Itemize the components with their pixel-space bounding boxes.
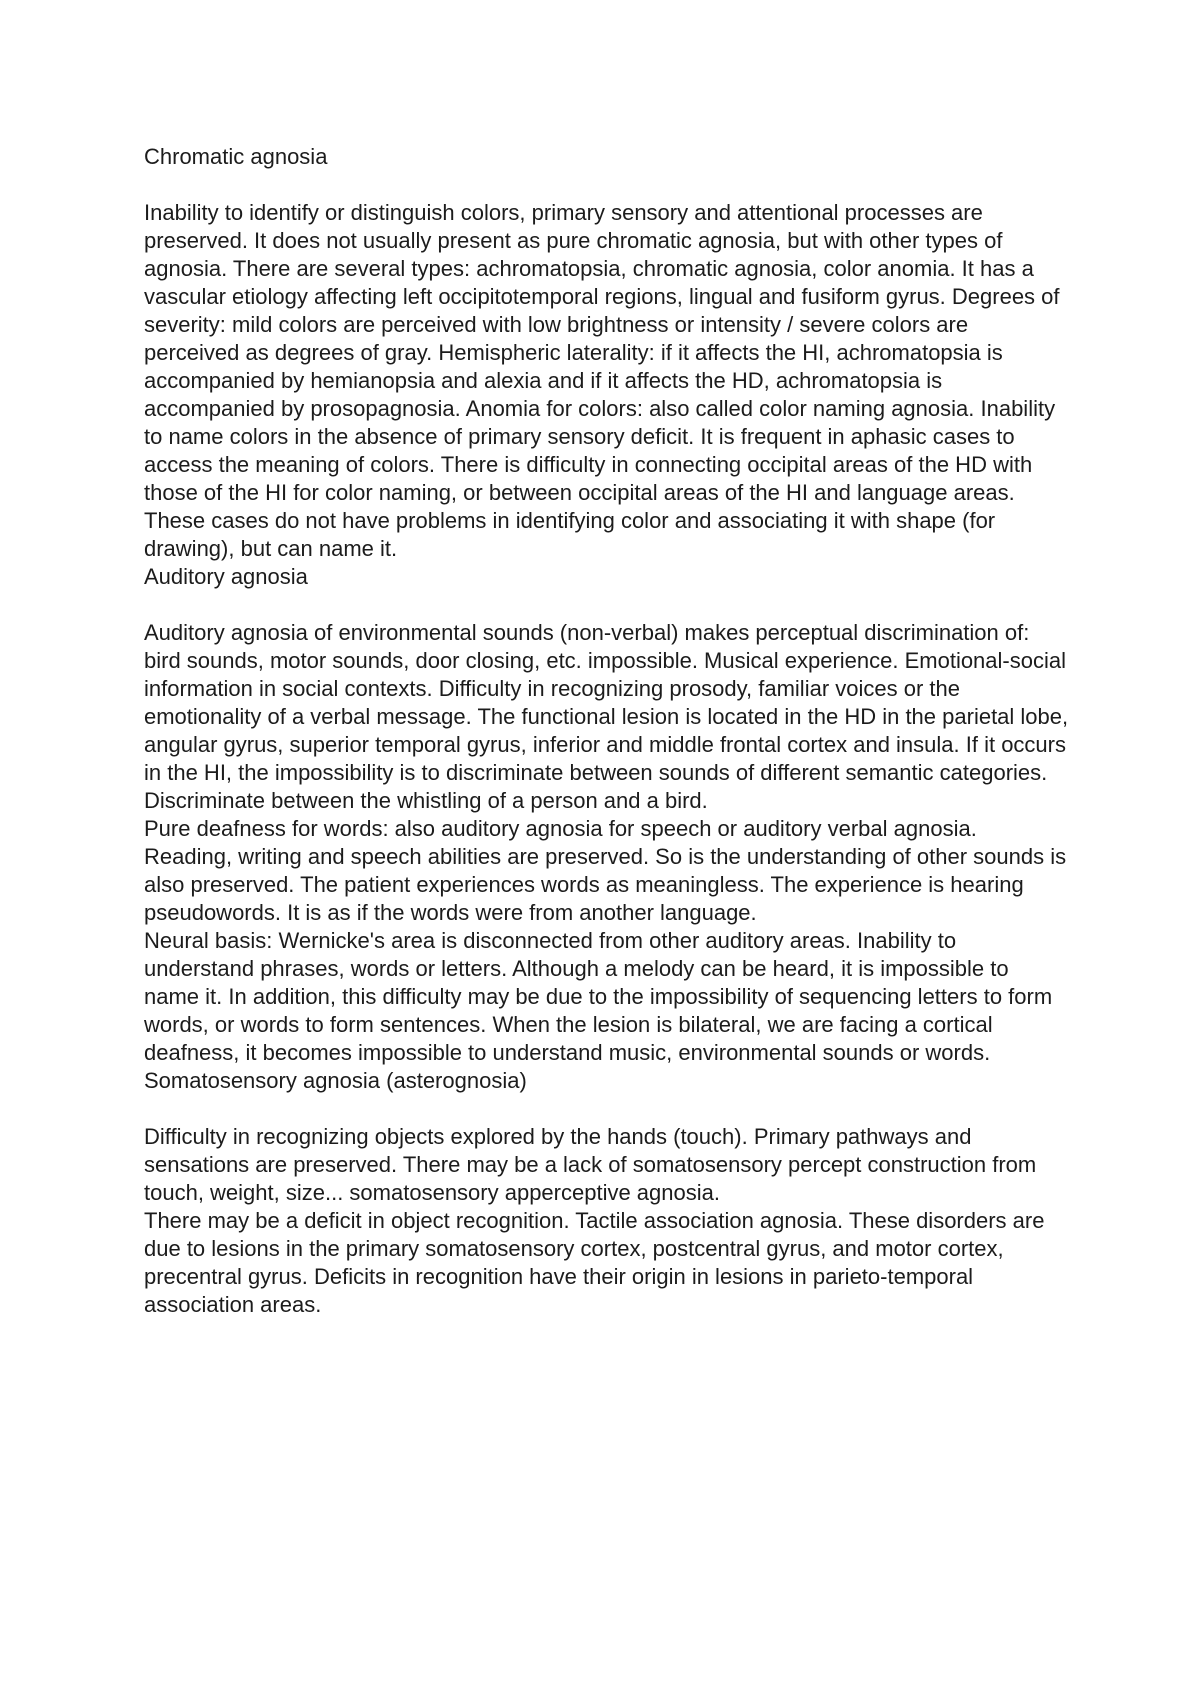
paragraph-pure-deafness: Pure deafness for words: also auditory agnosia for speech or auditory verbal agnosia. Reading, writing and speech abilities are preserved. So is the understanding of other sounds is also preserved. The patient experiences words as meaningless. The experience is hearing pseudowords. It is as if the words were from another language.: [144, 816, 1067, 925]
paragraph-environmental-sounds: Auditory agnosia of environmental sounds (non-verbal) makes perceptual discrimination of: bird sounds, motor sounds, door closing, etc. impossible. Musical experience. Emotional-social information in social contexts. Difficulty in recognizing prosody, familiar voices or the emotionality of a verbal message. The functional lesion is located in the HD in the parietal lobe, angular gyrus, superior temporal gyrus, inferior and middle frontal cortex and insula. If it occurs in the HI, the impossibility is to discriminate between sounds of different semantic categories. Discriminate between the whistling of a person and a bird.: [144, 620, 1069, 813]
paragraph-tactile-association: There may be a deficit in object recognition. Tactile association agnosia. These disorders are due to lesions in the primary somatosensory cortex, postcentral gyrus, and motor cortex, precentral gyrus. Deficits in recognition have their origin in lesions in parieto-temporal association areas.: [144, 1208, 1045, 1317]
section-heading-somatosensory-agnosia: Somatosensory agnosia (asterognosia): [144, 1068, 527, 1093]
section-heading-auditory-agnosia: Auditory agnosia: [144, 564, 308, 589]
blank-line: [144, 591, 1069, 619]
paragraph-chromatic-agnosia: Inability to identify or distinguish colors, primary sensory and attentional processes are preserved. It does not usually present as pure chromatic agnosia, but with other types of agnosia. There are several types: achromatopsia, chromatic agnosia, color anomia. It has a vascular etiology affecting left occipitotemporal regions, lingual and fusiform gyrus. Degrees of severity: mild colors are perceived with low brightness or intensity / severe colors are perceived as degrees of gray. Hemispheric laterality: if it affects the HI, achromatopsia is accompanied by hemianopsia and alexia and if it affects the HD, achromatopsia is accompanied by prosopagnosia. Anomia for colors: also called color naming agnosia. Inability to name colors in the absence of primary sensory deficit. It is frequent in aphasic cases to access the meaning of colors. There is difficulty in connecting occipital areas of the HD with those of the HI for color naming, or between occipital areas of the HI and language areas. These cases do not have problems in identifying color and associating it with shape (for drawing), but can name it.: [144, 200, 1060, 561]
document-body: [144, 143, 1069, 1319]
paragraph-touch-recognition: Difficulty in recognizing objects explored by the hands (touch). Primary pathways and sensations are preserved. There may be a lack of somatosensory percept construction from touch, weight, size... somatosensory apperceptive agnosia.: [144, 1124, 1037, 1205]
section-heading-chromatic-agnosia: Chromatic agnosia: [144, 144, 328, 169]
paragraph-neural-basis: Neural basis: Wernicke's area is disconnected from other auditory areas. Inability to understand phrases, words or letters. Although a melody can be heard, it is impossible to name it. In addition, this difficulty may be due to the impossibility of sequencing letters to form words, or words to form sentences. When the lesion is bilateral, we are facing a cortical deafness, it becomes impossible to understand music, environmental sounds or words.: [144, 928, 1053, 1065]
blank-line: [144, 1095, 1069, 1123]
blank-line: [144, 171, 1069, 199]
